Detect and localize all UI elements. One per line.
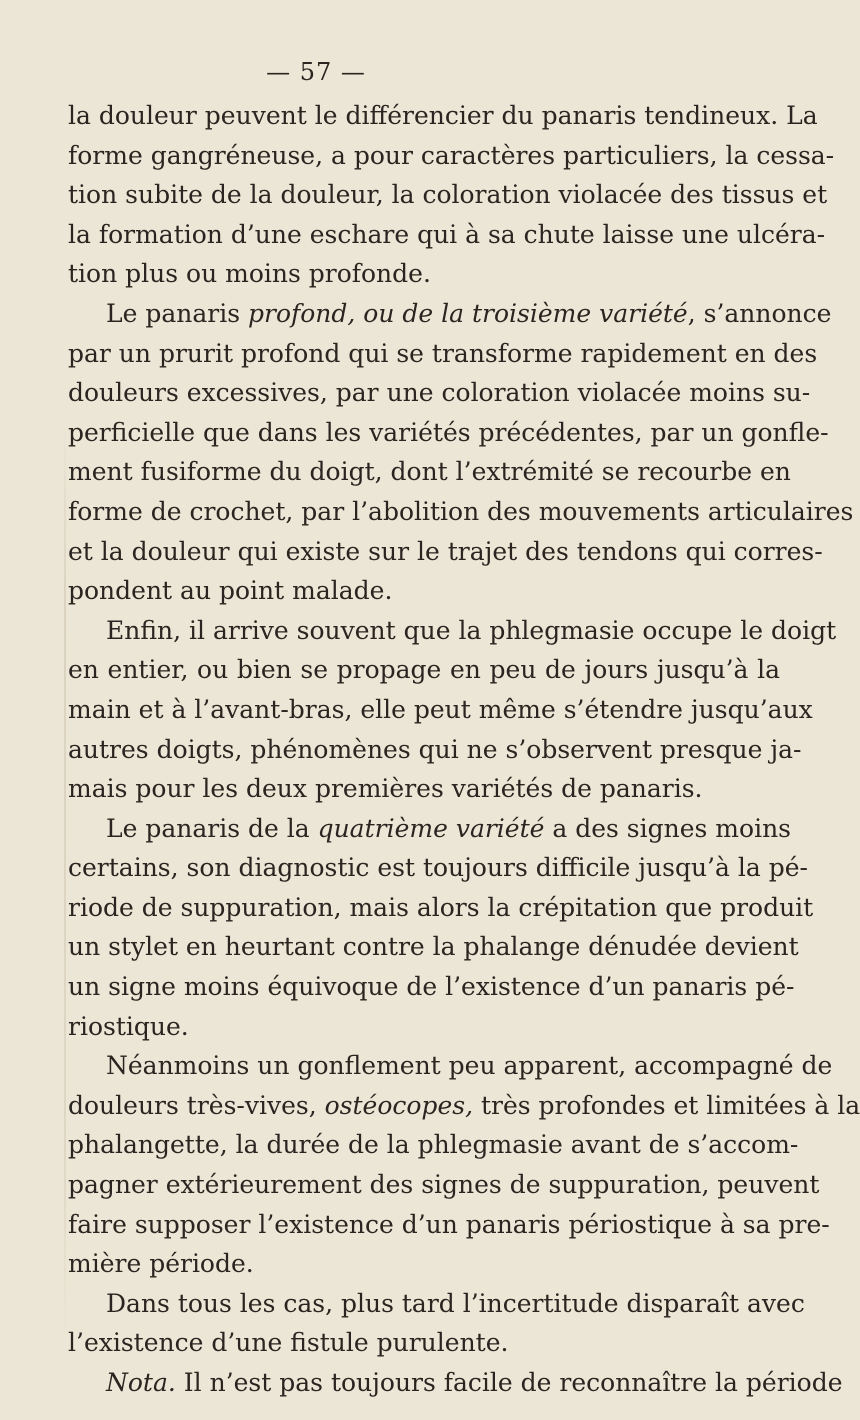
text-line: tion plus ou moins profonde. (68, 259, 431, 289)
text-line: tion subite de la douleur, la coloration violacée des tissus et (68, 180, 828, 210)
text-line: par un prurit profond qui se transforme rapidement en des (68, 338, 818, 368)
text-line: l’existence d’une fistule purulente. (68, 1328, 509, 1358)
text-line: et la douleur qui existe sur le trajet des tendons qui corres- (68, 536, 823, 566)
text-line: main et à l’avant-bras, elle peut même s’étendre jusqu’aux (68, 694, 813, 724)
italic-term: ostéocopes, (324, 1090, 474, 1120)
text-line: ment fusiforme du doigt, dont l’extrémité se recourbe en (68, 457, 791, 487)
text-line: Dans tous les cas, plus tard l’incertitude disparaît avec (106, 1288, 805, 1318)
text-line: pagner extérieurement des signes de suppuration, peuvent (68, 1170, 820, 1200)
text-line: un stylet en heurtant contre la phalange dénudée devient (68, 932, 799, 962)
text-line: mais pour les deux premières variétés de panaris. (68, 774, 703, 804)
text-line: mière période. (68, 1249, 254, 1279)
text-line: Enfin, il arrive souvent que la phlegmasie occupe le doigt (106, 615, 837, 645)
italic-term: profond, ou de la troisième variété (247, 298, 688, 328)
text-line: riode de suppuration, mais alors la crépitation que produit (68, 892, 814, 922)
text-line: forme gangréneuse, a pour caractères particuliers, la cessa- (68, 140, 835, 170)
text-line: Nota. Il n’est pas toujours facile de reconnaître la période (106, 1368, 843, 1397)
text-line: douleurs excessives, par une coloration violacée moins su- (68, 378, 811, 408)
text-line: Le panaris de la quatrième variété a des signes moins (106, 813, 791, 843)
italic-term: Nota. (106, 1368, 176, 1397)
text-line: forme de crochet, par l’abolition des mouvements articulaires (68, 496, 854, 526)
text-line: perficielle que dans les variétés précédentes, par un gonfle- (68, 417, 829, 447)
italic-term: quatrième variété (317, 813, 545, 843)
text-line: faire supposer l’existence d’un panaris périostique à sa pre- (68, 1209, 830, 1239)
text-line: pondent au point malade. (68, 576, 393, 606)
text-line: phalangette, la durée de la phlegmasie avant de s’accom- (68, 1130, 799, 1160)
body-text (68, 96, 860, 1403)
text-line: la douleur peuvent le différencier du panaris tendineux. La (68, 101, 818, 130)
text-line: Le panaris profond, ou de la troisième variété, s’annonce (106, 298, 832, 328)
text-line: certains, son diagnostic est toujours difficile jusqu’à la pé- (68, 853, 808, 883)
text-line: douleurs très-vives, ostéocopes, très profondes et limitées à la (68, 1090, 860, 1120)
page-number: — 57 — (266, 58, 366, 86)
binding-shadow (64, 420, 66, 1340)
text-line: un signe moins équivoque de l’existence d’un panaris pé- (68, 972, 795, 1002)
text-line: la formation d’une eschare qui à sa chute laisse une ulcéra- (68, 219, 826, 249)
text-line: riostique. (68, 1011, 189, 1041)
text-line: autres doigts, phénomènes qui ne s’observent presque ja- (68, 734, 802, 764)
text-line: Néanmoins un gonflement peu apparent, accompagné de (106, 1051, 833, 1081)
text-line: en entier, ou bien se propage en peu de jours jusqu’à la (68, 655, 780, 685)
